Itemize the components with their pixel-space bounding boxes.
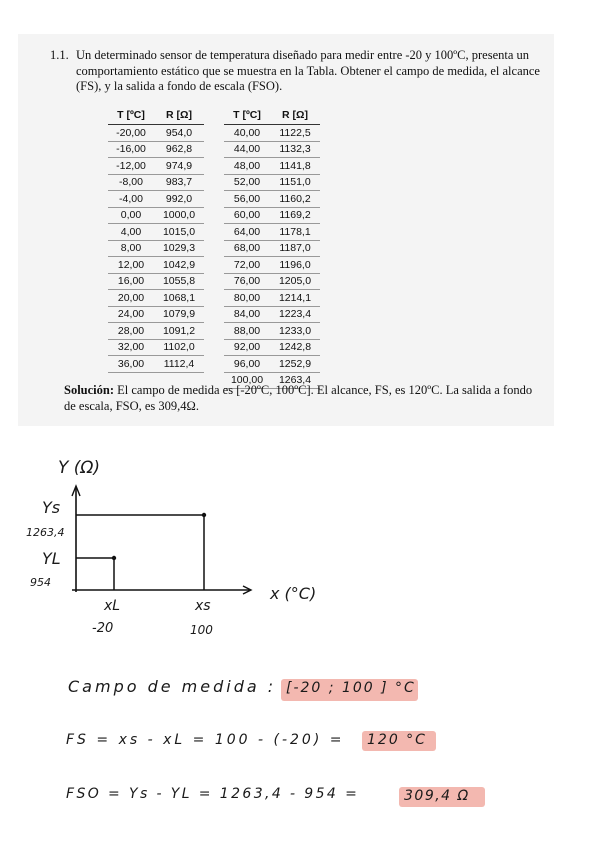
table-row [108,356,204,373]
temperature-cell: -20,00 [108,125,154,142]
problem-number: 1.1. [50,48,69,62]
y-axis-label: Y (Ω) [58,458,101,478]
point-max [202,513,206,517]
fs-formula: FS = xs - xL = 100 - (-20) = [66,732,345,748]
table-row [108,257,204,274]
temperature-cell: 72,00 [224,257,270,274]
temperature-cell: 52,00 [224,174,270,191]
temperature-cell: 92,00 [224,339,270,356]
temperature-cell: 100,00 [224,372,270,389]
temperature-cell: 8,00 [108,240,154,257]
solution-label: Solución: [64,383,115,397]
table-row [224,158,320,175]
temperature-cell: 4,00 [108,224,154,241]
campo-result: [-20 ; 100 ] °C [286,680,416,696]
table-row [224,339,320,356]
yl-guide [76,558,114,590]
table-row [224,174,320,191]
table-header-resistance: R [Ω] [154,106,204,125]
resistance-cell: 1263,4 [270,372,320,389]
table-row [224,207,320,224]
temperature-cell: 20,00 [108,290,154,307]
table-row [108,191,204,208]
resistance-cell: 992,0 [154,191,204,208]
resistance-cell: 1178,1 [270,224,320,241]
temperature-cell: -4,00 [108,191,154,208]
temperature-cell: 40,00 [224,125,270,142]
resistance-cell: 1169,2 [270,207,320,224]
resistance-cell: 1068,1 [154,290,204,307]
resistance-cell: 983,7 [154,174,204,191]
problem-panel [18,34,554,426]
table-row [224,257,320,274]
table-row [224,306,320,323]
temperature-cell: 64,00 [224,224,270,241]
resistance-cell: 1214,1 [270,290,320,307]
resistance-cell: 974,9 [154,158,204,175]
temperature-cell: 12,00 [108,257,154,274]
resistance-cell: 1151,0 [270,174,320,191]
temperature-cell: 84,00 [224,306,270,323]
yl-value: 954 [30,576,51,589]
table-header-temp: T [ºC] [224,106,270,125]
temperature-cell: -8,00 [108,174,154,191]
point-min [112,556,116,560]
temperature-cell: 24,00 [108,306,154,323]
temperature-cell: 0,00 [108,207,154,224]
data-table-right [224,106,320,389]
temperature-cell: 28,00 [108,323,154,340]
table-row [108,141,204,158]
temperature-cell: -16,00 [108,141,154,158]
resistance-cell: 1091,2 [154,323,204,340]
x-axis-label: x (°C) [270,584,317,603]
table-row [224,141,320,158]
table-row [224,191,320,208]
resistance-cell: 962,8 [154,141,204,158]
temperature-cell: 32,00 [108,339,154,356]
campo-text: Campo de medida : [68,677,277,696]
table-row [224,273,320,290]
resistance-cell: 1055,8 [154,273,204,290]
yl-label: YL [42,549,61,568]
table-row [224,240,320,257]
ys-label: Ys [42,498,61,517]
table-row [108,240,204,257]
temperature-cell: -12,00 [108,158,154,175]
resistance-cell: 1122,5 [270,125,320,142]
table-row [108,207,204,224]
table-row [108,306,204,323]
table-row [108,339,204,356]
solution-text: El campo de medida es [-20ºC, 100ºC]. El alcance, FS, es 120ºC. La salida a fondo de escala, FSO, es 309,4Ω. [64,383,533,413]
resistance-cell: 1252,9 [270,356,320,373]
resistance-cell: 1029,3 [154,240,204,257]
resistance-cell: 1042,9 [154,257,204,274]
xs-label: xs [195,598,211,614]
temperature-cell: 16,00 [108,273,154,290]
temperature-cell: 88,00 [224,323,270,340]
temperature-cell: 48,00 [224,158,270,175]
table-row [224,356,320,373]
data-table-left [108,106,204,373]
table-row [108,290,204,307]
temperature-cell: 68,00 [224,240,270,257]
problem-statement: Un determinado sensor de temperatura diseñado para medir entre -20 y 100ºC, presenta un comportamiento estático que se muestra en la Tabla. Obtener el campo de medida, el alcance (FS), y la salida a fondo de escala (FSO). [76,48,540,93]
resistance-cell: 1132,3 [270,141,320,158]
table-row [224,323,320,340]
ys-value: 1263,4 [26,526,65,539]
resistance-cell: 1187,0 [270,240,320,257]
resistance-cell: 1000,0 [154,207,204,224]
ys-guide [76,515,204,590]
resistance-cell: 1015,0 [154,224,204,241]
table-row [224,125,320,142]
resistance-cell: 1242,8 [270,339,320,356]
fso-formula: FSO = Ys - YL = 1263,4 - 954 = [66,786,360,802]
table-row [108,273,204,290]
temperature-cell: 80,00 [224,290,270,307]
table-row [224,290,320,307]
temperature-cell: 44,00 [224,141,270,158]
temperature-cell: 76,00 [224,273,270,290]
table-row [108,323,204,340]
resistance-cell: 1223,4 [270,306,320,323]
table-row [108,125,204,142]
resistance-cell: 1141,8 [270,158,320,175]
resistance-cell: 1102,0 [154,339,204,356]
fs-result: 120 °C [367,732,427,748]
resistance-cell: 1205,0 [270,273,320,290]
temperature-cell: 60,00 [224,207,270,224]
resistance-cell: 1233,0 [270,323,320,340]
temperature-cell: 96,00 [224,356,270,373]
resistance-cell: 954,0 [154,125,204,142]
table-row [108,174,204,191]
table-row [224,224,320,241]
table-header-temp: T [ºC] [108,106,154,125]
resistance-cell: 1160,2 [270,191,320,208]
solution [64,383,534,414]
table-row [108,158,204,175]
resistance-cell: 1112,4 [154,356,204,373]
temperature-cell: 36,00 [108,356,154,373]
xl-value: -20 [92,621,114,636]
table-row [108,224,204,241]
xs-value: 100 [190,623,213,637]
temperature-cell: 56,00 [224,191,270,208]
resistance-cell: 1196,0 [270,257,320,274]
resistance-cell: 1079,9 [154,306,204,323]
xl-label: xL [104,598,121,614]
fso-result: 309,4 Ω [404,788,470,804]
table-header-resistance: R [Ω] [270,106,320,125]
